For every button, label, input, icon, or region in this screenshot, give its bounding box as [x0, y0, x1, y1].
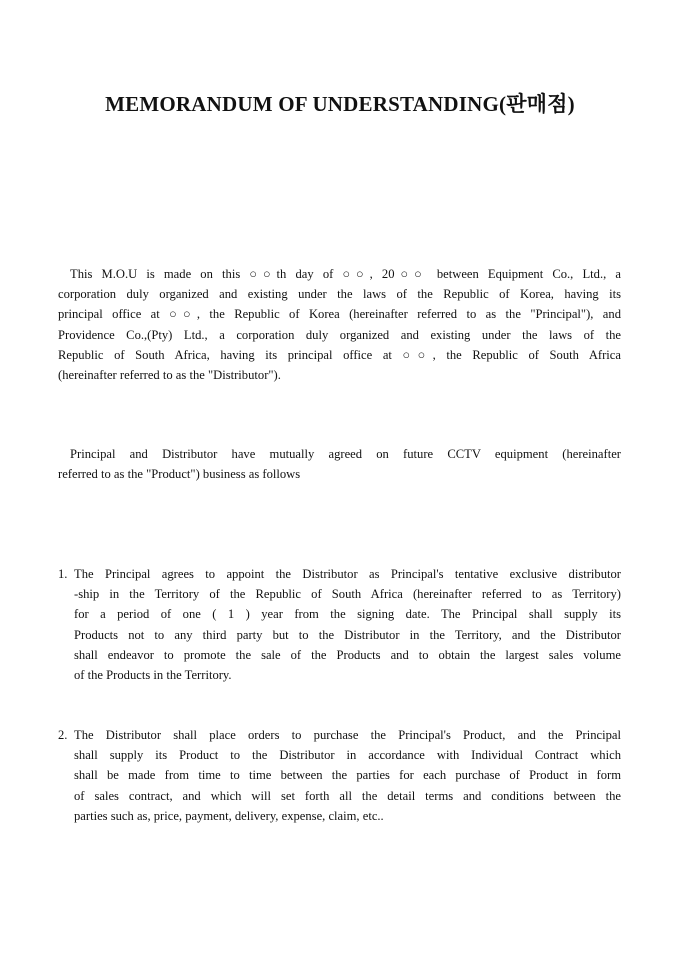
- clause-1: [58, 564, 621, 685]
- text-line: for a period of one ( 1 ) year from the signing date. The Principal shall supply its: [74, 607, 621, 622]
- text-line: Providence Co.,(Pty) Ltd., a corporation duly organized and existing under the laws of the: [58, 327, 621, 342]
- text-line: parties such as, price, payment, delivery, expense, claim, etc..: [74, 808, 384, 823]
- document-title: MEMORANDUM OF UNDERSTANDING(판매점): [105, 92, 575, 116]
- paragraph-agreement: [58, 444, 621, 484]
- text-line: referred to as the "Product") business as follows: [58, 467, 301, 482]
- text-line: The Principal agrees to appoint the Distributor as Principal's tentative exclusive distributor: [74, 567, 621, 581]
- text-line: shall be made from time to time between the parties for each purchase of Product in form: [74, 768, 621, 783]
- text-line: -ship in the Territory of the Republic of South Africa (hereinafter referred to as Territory): [74, 587, 621, 602]
- clause-2: [58, 725, 621, 826]
- text-line: Republic of South Africa, having its principal office at ○○, the Republic of South Africa: [58, 347, 621, 362]
- text-line: shall supply its Product to the Distributor in accordance with Individual Contract which: [74, 748, 621, 763]
- paragraph-parties: [58, 264, 621, 385]
- clause-number: 1.: [58, 567, 68, 581]
- text-line: This M.O.U is made on this ○○th day of ○○, 20○○ between Equipment Co., Ltd., a: [70, 267, 621, 281]
- text-line: The Distributor shall place orders to purchase the Principal's Product, and the Principal: [74, 728, 621, 742]
- text-line: Principal and Distributor have mutually agreed on future CCTV equipment (hereinafter: [70, 447, 621, 461]
- text-line: corporation duly organized and existing under the laws of the Republic of Korea, having its: [58, 287, 621, 302]
- clause-number: 2.: [58, 728, 68, 742]
- text-line: Products not to any third party but to the Distributor in the Territory, and the Distributor: [74, 627, 621, 642]
- text-line: shall endeavor to promote the sale of the Products and to obtain the largest sales volume: [74, 647, 621, 662]
- text-line: of the Products in the Territory.: [74, 668, 232, 683]
- text-line: principal office at ○○, the Republic of Korea (hereinafter referred to as the "Principal"), and: [58, 307, 621, 322]
- text-line: of sales contract, and which will set forth all the detail terms and conditions between the: [74, 788, 621, 803]
- text-line: (hereinafter referred to as the "Distributor").: [58, 368, 281, 383]
